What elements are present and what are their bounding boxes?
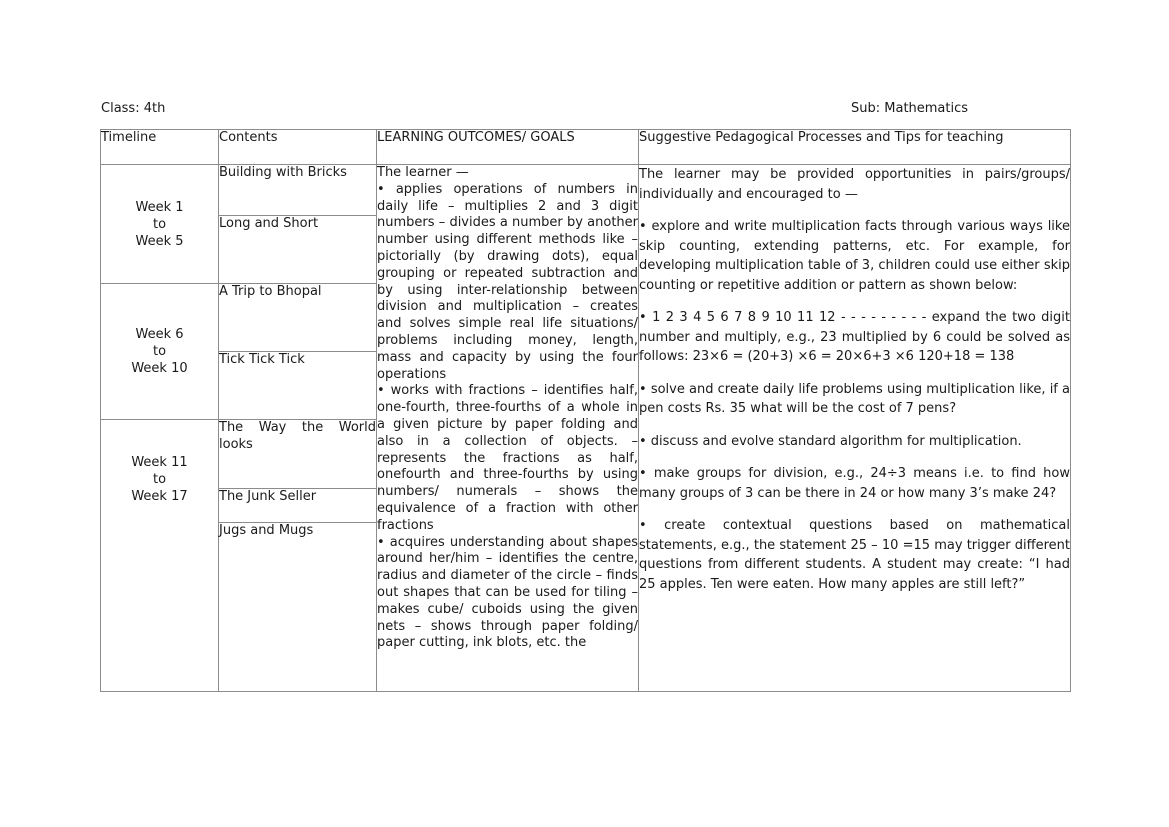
table-row: [101, 165, 1071, 216]
tips-intro: The learner may be provided opportunities in pairs/groups/ individually and encouraged to —: [639, 167, 1070, 202]
learning-outcomes-cell: [377, 165, 639, 692]
timeline-week-1-5: [101, 165, 219, 284]
outcome-fractions: • works with fractions – identifies half, one-fourth, three-fourths of a whole in a given picture by paper folding and also in a collection of objects. – represents the fractions as half, onefourth and three-fourths by using numbers/ numerals – shows the equivalence of a fraction with other fractions: [377, 383, 638, 533]
tip-contextual-questions: • create contextual questions based on mathematical statements, e.g., the statement 25 – 10 =15 may trigger different questions from different students. A student may create: “I had 25 apples. Ten were eaten. How many apples are still left?”: [639, 518, 1070, 592]
timeline-end: Week 10: [131, 361, 188, 377]
column-header-timeline: Timeline: [101, 130, 219, 165]
timeline-to: to: [152, 216, 167, 232]
chapter-long-and-short: Long and Short: [219, 216, 377, 284]
chapter-a-trip-to-bhopal: A Trip to Bhopal: [219, 284, 377, 352]
timeline-start: Week 1: [135, 199, 184, 215]
tip-explore-multiplication: • explore and write multiplication facts through various ways like skip counting, extending patterns, etc. For example, for developing multiplication table of 3, children could use either skip counting or repetitive addition or pattern as shown below:: [639, 219, 1070, 293]
timeline-to: to: [152, 472, 167, 488]
tip-daily-life-problems: • solve and create daily life problems using multiplication like, if a pen costs Rs. 35 what will be the cost of 7 pens?: [639, 381, 1070, 417]
subject-label: Sub: Mathematics: [851, 101, 969, 116]
column-header-contents: Contents: [219, 130, 377, 165]
chapter-tick-tick-tick: Tick Tick Tick: [219, 352, 377, 420]
tip-division-groups: • make groups for division, e.g., 24÷3 means i.e. to find how many groups of 3 can be there in 24 or how many 3’s make 24?: [639, 466, 1070, 501]
column-header-learning-outcomes: LEARNING OUTCOMES/ GOALS: [377, 130, 639, 165]
pedagogical-tips-cell: [639, 165, 1071, 692]
column-header-pedagogical-tips: Suggestive Pedagogical Processes and Tips for teaching: [639, 130, 1071, 165]
table-header-row: [101, 130, 1071, 165]
chapter-building-with-bricks: Building with Bricks: [219, 165, 377, 216]
outcomes-intro: The learner —: [377, 165, 469, 181]
tip-expand-multiply: • 1 2 3 4 5 6 7 8 9 10 11 12 - - - - - - - - - expand the two digit number and multiply, e.g., 23 multiplied by 6 could be solved as follows: 23×6 = (20+3) ×6 = 20×6+3 ×6 120+18 = 138: [639, 310, 1070, 365]
timeline-end: Week 5: [135, 233, 184, 249]
timeline-week-11-17: [101, 420, 219, 692]
timeline-end: Week 17: [131, 489, 188, 505]
timeline-start: Week 6: [135, 327, 184, 343]
timeline-week-6-10: [101, 284, 219, 420]
tip-standard-algorithm: • discuss and evolve standard algorithm for multiplication.: [639, 433, 1022, 449]
chapter-the-junk-seller: The Junk Seller: [219, 488, 377, 522]
timeline-start: Week 11: [131, 455, 188, 471]
syllabus-table: [100, 129, 1071, 692]
chapter-jugs-and-mugs: Jugs and Mugs: [219, 522, 377, 691]
class-label: Class: 4th: [101, 101, 166, 116]
timeline-to: to: [152, 344, 167, 360]
chapter-the-way-the-world-looks: The Way the World looks: [219, 420, 377, 488]
outcome-operations: • applies operations of numbers in daily life – multiplies 2 and 3 digit numbers – divides a number by another number using different methods like – pictorially (by drawing dots), equal grouping or repeated subtraction and by using inter-relationship between division and multiplication – creates and solves simple real life situations/ problems including money, length, mass and capacity by using the four operations: [377, 181, 638, 382]
outcome-shapes: • acquires understanding about shapes around her/him – identifies the centre, radius and diameter of the circle – finds out shapes that can be used for tiling – makes cube/ cuboids using the given nets – shows through paper folding/ paper cutting, ink blots, etc. the: [377, 534, 638, 651]
